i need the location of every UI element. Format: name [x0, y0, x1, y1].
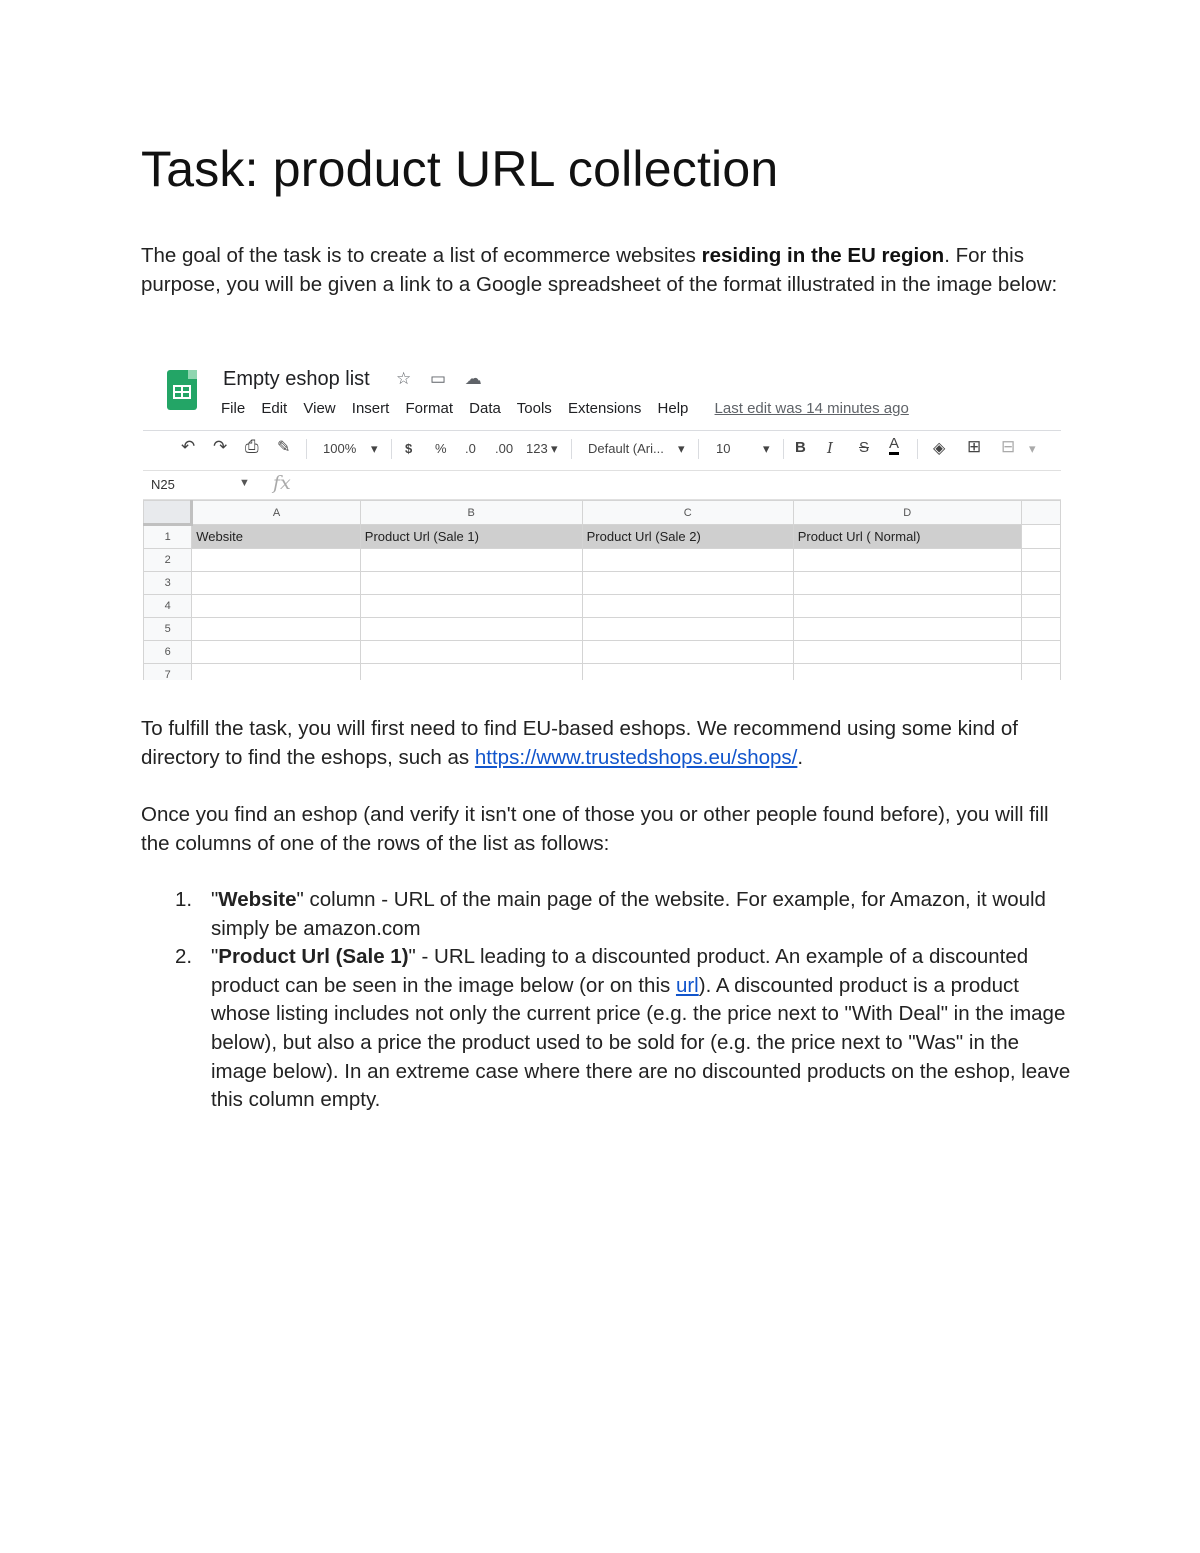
table-row [144, 641, 1061, 664]
zoom-select: 100% [323, 441, 357, 456]
print-icon: ⎙ [245, 437, 259, 456]
grid-cell [1021, 549, 1060, 572]
header-cell-website: Website [192, 525, 361, 549]
grid-cell [360, 572, 582, 595]
list-item [141, 943, 1071, 1115]
table-row [144, 572, 1061, 595]
last-edit-label: Last edit was 14 minutes ago [714, 400, 909, 417]
example-url-link[interactable]: url [675, 973, 699, 997]
header-cell-sale-2: Product Url (Sale 2) [582, 525, 793, 549]
directory-text: To fulfill the task, you will first need to find EU-based eshops. We recommend using some kind of directory to find the eshops, such as [141, 717, 1018, 769]
fx-icon: fx [273, 472, 291, 494]
grid-cell [582, 572, 793, 595]
grid-cell [360, 618, 582, 641]
italic-button: I [827, 439, 833, 457]
row-header: 2 [144, 549, 192, 572]
increase-decimal-button: .00 [495, 441, 514, 456]
grid-cell [793, 572, 1021, 595]
toolbar-divider [391, 439, 392, 459]
table-row [144, 595, 1061, 618]
grid-cell [582, 664, 793, 681]
grid-cell [192, 641, 361, 664]
intro-bold-text: residing in the EU region [701, 244, 945, 267]
column-instructions-list [141, 886, 1071, 1115]
directory-text-end: . [797, 746, 804, 769]
quote-mark: " [211, 945, 219, 969]
spreadsheet-screenshot [143, 360, 1061, 680]
decrease-decimal-button: .0 [465, 441, 476, 456]
toolbar-divider [306, 439, 307, 459]
grid-cell [1021, 641, 1060, 664]
grid-cell [360, 595, 582, 618]
borders-icon: ⊞ [967, 437, 982, 456]
column-header: C [582, 501, 793, 525]
row-header: 3 [144, 572, 192, 595]
table-row [144, 664, 1061, 681]
zoom-dropdown-icon: ▾ [371, 441, 378, 456]
formula-bar [143, 470, 1061, 500]
row-header: 5 [144, 618, 192, 641]
menu-file: File [221, 400, 246, 417]
grid-cell [793, 641, 1021, 664]
grid-cell [1021, 525, 1060, 549]
column-header: A [192, 501, 361, 525]
list-number: 2. [175, 945, 193, 969]
grid-cell [582, 618, 793, 641]
grid-cell [1021, 572, 1060, 595]
grid-cell [192, 618, 361, 641]
grid-cell [793, 664, 1021, 681]
grid-cell [793, 595, 1021, 618]
strikethrough-button: S [859, 439, 870, 456]
sheet-toolbar [143, 430, 1061, 467]
toolbar-divider [917, 439, 918, 459]
grid-cell [192, 664, 361, 681]
directory-paragraph [141, 714, 1061, 772]
paint-format-icon: ✎ [277, 439, 291, 456]
number-format-dropdown-icon: ▾ [551, 441, 558, 456]
fill-color-icon: ◈ [933, 440, 946, 457]
menu-format: Format [405, 400, 453, 417]
quote-mark: " [211, 888, 219, 911]
sheet-doc-title: Empty eshop list [223, 368, 370, 390]
toolbar-divider [571, 439, 572, 459]
star-icon: ☆ [396, 369, 412, 388]
grid-cell [1021, 664, 1060, 681]
row-header: 7 [144, 664, 192, 681]
sheet-menubar [221, 400, 921, 417]
name-box: N25 [151, 477, 175, 492]
percent-button: % [435, 441, 447, 456]
column-header-row [144, 501, 1061, 525]
grid-cell [360, 641, 582, 664]
instructions-paragraph: Once you find an eshop (and verify it isn't one of those you or other people found before), you will fill the columns of one of the rows of the list as follows: [141, 803, 1049, 855]
list-bold-term: Website [218, 888, 297, 911]
column-header: B [360, 501, 582, 525]
row-header: 6 [144, 641, 192, 664]
grid-cell [192, 572, 361, 595]
header-cell-normal: Product Url ( Normal) [793, 525, 1021, 549]
menu-help: Help [657, 400, 689, 417]
menu-edit: Edit [261, 400, 288, 417]
grid-cell [360, 549, 582, 572]
name-box-dropdown-icon: ▼ [239, 477, 250, 489]
table-row [144, 618, 1061, 641]
list-bold-term: Product Url (Sale 1) [218, 945, 409, 969]
currency-button: $ [405, 441, 413, 456]
column-header: D [793, 501, 1021, 525]
header-cell-sale-1: Product Url (Sale 1) [360, 525, 582, 549]
page-title: Task: product URL collection [141, 141, 779, 197]
redo-icon: ↷ [213, 437, 228, 456]
grid-cell [793, 618, 1021, 641]
menu-data: Data [469, 400, 501, 417]
sheets-logo-icon [167, 370, 197, 410]
merge-dropdown-icon: ▾ [1029, 441, 1036, 456]
cloud-icon: ☁ [464, 369, 482, 388]
grid-cell [582, 549, 793, 572]
merge-cells-icon: ⊟ [1001, 437, 1016, 456]
text-color-button: A [889, 436, 899, 455]
title-icons [396, 369, 496, 389]
list-text: " column - URL of the main page of the website. For example, for Amazon, it would simply be amazon.com [211, 888, 1046, 940]
intro-text: The goal of the task is to create a list of ecommerce websites [141, 244, 702, 267]
row-header: 1 [144, 525, 192, 549]
number-format-button: 123 [526, 441, 548, 456]
grid-cell [1021, 618, 1060, 641]
grid-cell [360, 664, 582, 681]
list-text: " - URL leading to a discounted product. An example of a discounted product can be seen in the image below (or on this [211, 945, 1029, 997]
bold-button: B [795, 439, 806, 456]
grid-cell [582, 641, 793, 664]
grid-cell [192, 549, 361, 572]
table-row [144, 549, 1061, 572]
grid-corner [144, 501, 192, 525]
list-item [141, 886, 1071, 943]
menu-extensions: Extensions [567, 400, 642, 417]
grid-cell [192, 595, 361, 618]
row-header: 4 [144, 595, 192, 618]
sheet-grid [143, 500, 1061, 680]
grid-cell [1021, 595, 1060, 618]
menu-insert: Insert [351, 400, 390, 417]
trustedshops-link[interactable]: https://www.trustedshops.eu/shops/ [474, 746, 798, 769]
intro-text-end: . For this purpose, you will be given a link to a Google spreadsheet of the format illustrated in the image below: [141, 244, 1058, 296]
font-dropdown-icon: ▾ [678, 441, 685, 456]
font-select: Default (Ari... [588, 441, 664, 456]
undo-icon: ↶ [181, 437, 196, 456]
menu-tools: Tools [516, 400, 552, 417]
intro-paragraph [141, 241, 1061, 299]
folder-icon: ▭ [429, 369, 447, 388]
toolbar-divider [783, 439, 784, 459]
list-text: ). A discounted product is a product whose listing includes not only the current price (e.g. the price next to "With Deal" in the image below), but also a price the product used to be sold for (e.g. the price next to "Was" in the image below). In an extreme case where there are no discounted products on the eshop, leave this column empty. [211, 973, 1071, 1112]
font-size-dropdown-icon: ▾ [763, 441, 770, 456]
menu-view: View [303, 400, 336, 417]
font-size-select: 10 [716, 441, 731, 456]
grid-cell [582, 595, 793, 618]
column-header [1021, 501, 1060, 525]
list-number: 1. [175, 888, 193, 911]
toolbar-divider [698, 439, 699, 459]
grid-cell [793, 549, 1021, 572]
table-row [144, 525, 1061, 549]
